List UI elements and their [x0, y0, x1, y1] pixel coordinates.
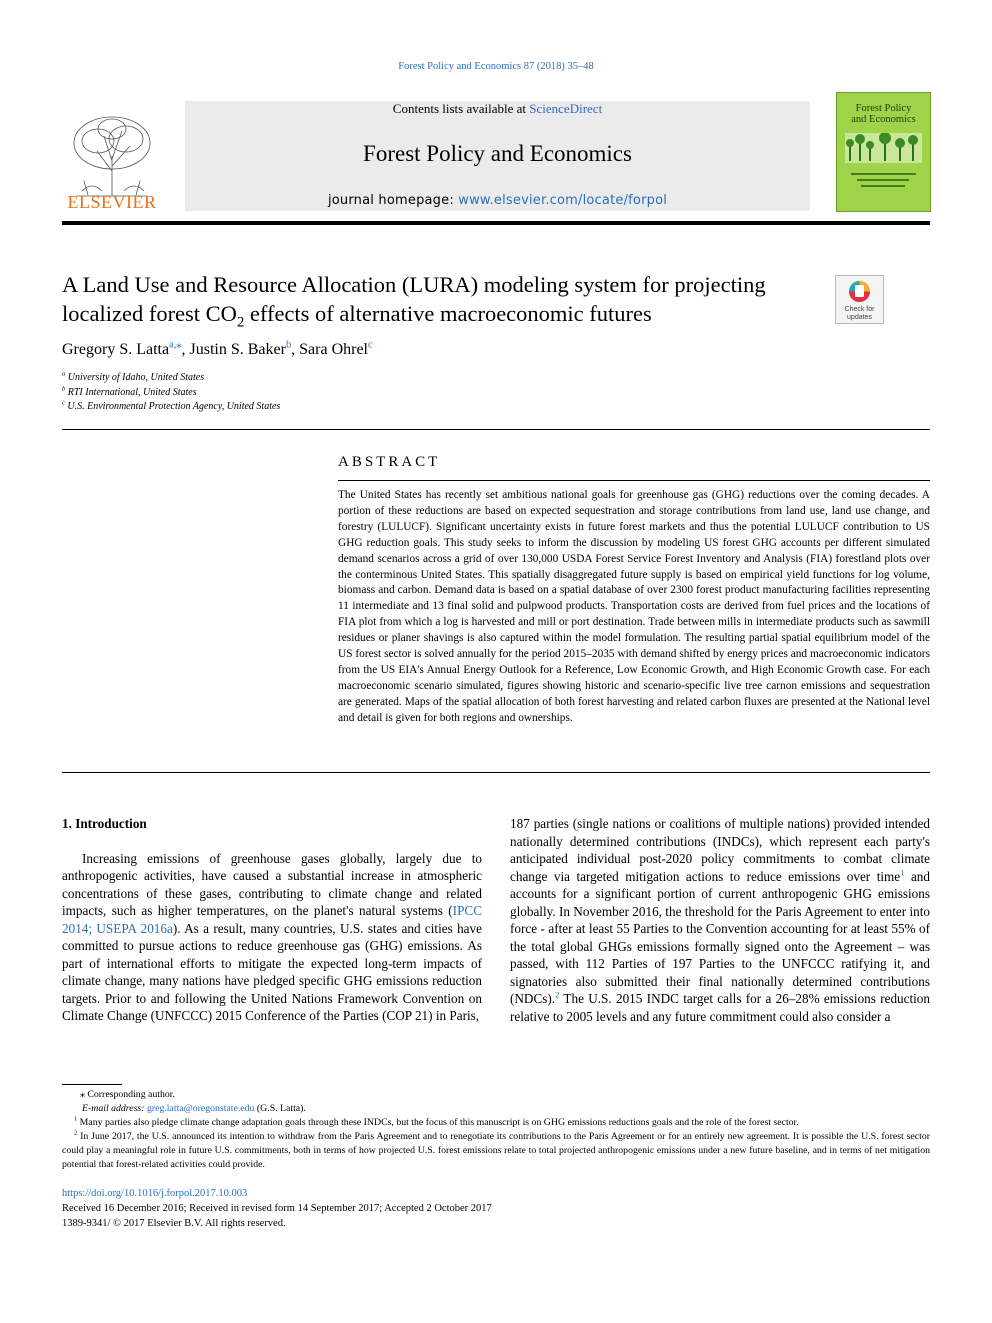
cover-line: [851, 173, 916, 175]
cover-illustration: [845, 133, 922, 163]
section-heading: 1. Introduction: [62, 816, 147, 831]
author-name: Justin S. Baker: [189, 341, 286, 358]
affiliation-mark: c: [62, 399, 65, 407]
copyright: 1389-9341/ © 2017 Elsevier B.V. All rights reserved.: [62, 1218, 286, 1229]
footnote-text: Corresponding author.: [87, 1089, 175, 1100]
footnote-2: [62, 1130, 930, 1172]
intro-paragraph: [62, 850, 482, 1025]
contents-line: [185, 101, 810, 117]
footnote-mark: 1: [74, 1115, 78, 1123]
header-rule: [62, 221, 930, 225]
footnote-text: (G.S. Latta).: [254, 1103, 306, 1114]
check-for-updates-badge[interactable]: [835, 275, 884, 324]
crossmark-label: [836, 306, 883, 321]
author-marks[interactable]: b: [285, 339, 292, 351]
divider: [62, 772, 930, 773]
abstract-body: The United States has recently set ambitious national goals for greenhouse gas (GHG) reductions over the coming decades. A portion of these reductions are based on expected sequestration and storage contributions from land use, land use change, and forestry (LULUCF). Significant uncertainty exists in future forest markets and thus the potential LULUCF contribution to US GHG reduction goals. This study seeks to inform the discussion by modeling US forest GHG accounts per different simulated demand scenarios across a grid of over 130,000 USDA Forest Service Forest Inventory and Analysis (FIA) forestland plots over the conterminous United States. This spatially disaggregated future supply is based on empirical yield functions for log volume, biomass and carbon. Demand data is based on a spatial database of over 2300 forest product manufacturing facilities representing 11 intermediate and 13 final solid and pulpwood products. Transportation costs are derived from fuel prices and the locations of FIA plot from which a log is harvested and mill or port destination. Trade between mills in intermediate products such as sawmill residues or planer shavings is also captured within the model formulation. The resulting partial spatial equilibrium model of the US forest sector is solved annually for the period 2015–2035 with demand shifted by energy prices and macroeconomic indicators from the US EIA's Annual Energy Outlook for a Reference, Low Economic Growth, and High Economic Growth case. For each macroeconomic scenario simulated, figures showing historic and scenario-specific live tree carnon emissions and sequestration are generated. Maps of the spatial allocation of both forest harvesting and related carbon fluxes are presented at the National level and detail is given for both regions and ownerships.: [338, 489, 930, 724]
cover-title-line1: Forest Policy: [855, 103, 912, 114]
cover-title-line2: and Economics: [851, 114, 916, 125]
affiliation-mark: a: [62, 370, 66, 378]
citation-link[interactable]: IPCC 2014; USEPA 2016a: [62, 903, 482, 936]
footnote-ref[interactable]: 1: [900, 867, 905, 878]
cover-line: [857, 179, 909, 181]
footnote-mark: 2: [74, 1129, 78, 1137]
publisher-wordmark: ELSEVIER: [67, 192, 157, 212]
paper-title: [62, 270, 832, 338]
cover-title: [837, 103, 930, 125]
article-history: Received 16 December 2016; Received in revised form 14 September 2017; Accepted 2 October 2017: [62, 1203, 492, 1214]
paragraph-text: ). As a result, many countries, U.S. states and cities have committed to pursue actions to reduce greenhouse gas (GHG) emissions. As part of international efforts to mitigate the expected long-term impacts of climate change, many nations have pledged specific GHG emissions reduction targets. Prior to and following the United Nations Framework Convention on Climate Change (UNFCCC) 2015 Conference of the Parties (COP 21) in Paris,: [62, 920, 482, 1023]
journal-citation[interactable]: Forest Policy and Economics 87 (2018) 35–48: [398, 61, 594, 72]
homepage-prefix: journal homepage:: [327, 193, 459, 208]
affiliation-mark: b: [62, 385, 66, 393]
intro-paragraph-continued: [510, 815, 930, 1025]
journal-title: Forest Policy and Economics: [363, 141, 632, 166]
paragraph-text: and accounts for a significant portion of current anthropogenic GHG emissions globally. In November 2016, the threshold for the Paris Agreement to enter into force - after at least 55 Parties to the Convention accounting for at least 55% of the total global GHGs emissions formally signed onto the Agreement – was passed, with 112 Parties of 197 Parties to the UNFCCC ratifying it, and signatories also submitted their final nationally determined contributions (NDCs).: [510, 868, 930, 1006]
title-subscript: 2: [236, 314, 245, 331]
affiliation-text: RTI International, United States: [67, 387, 197, 398]
affiliation: [62, 401, 280, 412]
contents-prefix: Contents lists available at: [392, 101, 530, 116]
footnote-text: Many parties also pledge climate change adaptation goals through these INDCs, but the focus of this manuscript is on GHG emissions reductions goals and the role of the forest sector.: [79, 1117, 799, 1128]
author-marks[interactable]: c: [368, 339, 373, 351]
affiliation-text: University of Idaho, United States: [67, 372, 205, 383]
sciencedirect-link[interactable]: ScienceDirect: [529, 101, 603, 116]
journal-homepage: [185, 193, 810, 208]
affiliation-text: U.S. Environmental Protection Agency, United States: [67, 401, 281, 412]
crossmark-label-1: Check for: [844, 306, 875, 313]
journal-cover[interactable]: [836, 92, 931, 212]
affiliation: [62, 372, 204, 383]
footnote-text: In June 2017, the U.S. announced its intention to withdraw from the Paris Agreement and to renegotiate its contributions to the Paris Agreement or for an entirely new agreement. It is possible the U.S. forest sector could play a meaningful role in future U.S. commitments, both in terms of how projected U.S. forest emissions relate to total projected anthropogenic emissions under a new future baseline, and in terms of net mitigation potential that forest-related activities could provide.: [62, 1131, 931, 1170]
paragraph-text: 187 parties (single nations or coalitions of multiple nations) provided intended nationally determined contributions (INDCs), which represent each party's anticipated individual post-2020 policy commitments to combat climate change via targeted mitigation actions to reduce emissions over time: [510, 816, 930, 884]
intro-right-column: [510, 815, 930, 1025]
homepage-link[interactable]: www.elsevier.com/locate/forpol: [458, 193, 668, 208]
footnote-ref[interactable]: 2: [555, 989, 560, 1000]
abstract-heading: ABSTRACT: [338, 454, 441, 470]
footnote-1: [62, 1116, 930, 1130]
paragraph-text: The U.S. 2015 INDC target calls for a 26–28% emissions reduction relative to 2005 levels and any future commitment could also consider a: [510, 991, 930, 1024]
email-link[interactable]: greg.latta@oregonstate.edu: [146, 1103, 255, 1114]
title-text-1: A Land Use and Resource Allocation (LURA) modeling system for projecting localized forest CO: [62, 272, 766, 326]
crossmark-label-2: updates: [847, 313, 872, 321]
divider: [62, 429, 930, 430]
author-name: Sara Ohrel: [299, 341, 368, 358]
author-list: Gregory S. Latta$^{a,⁎}$, Justin S. Baker$^b$, Sara Ohrel$^c$: [62, 339, 373, 358]
cover-line: [861, 185, 905, 187]
title-text-2: effects of alternative macroeconomic futures: [244, 301, 652, 326]
footnote-corresponding: [62, 1088, 930, 1102]
author-marks[interactable]: a,⁎: [169, 339, 182, 351]
abstract-rule: [338, 480, 930, 481]
footnote-mark: ⁎: [80, 1089, 85, 1100]
email-label: E-mail address:: [82, 1103, 147, 1114]
paragraph-text: Increasing emissions of greenhouse gases globally, largely due to anthropogenic activities, have caused a substantial increase in atmospheric concentrations of these gases, contributing to climate change and related impacts, such as higher temperatures, on the planet's natural systems (: [62, 850, 482, 918]
affiliation: [62, 387, 197, 398]
footnote-email: [62, 1102, 930, 1116]
author-name: Gregory S. Latta: [62, 341, 170, 358]
intro-left-column: [62, 815, 482, 1025]
doi-link[interactable]: https://doi.org/10.1016/j.forpol.2017.10.003: [62, 1188, 248, 1199]
crossmark-icon: [847, 279, 872, 304]
footnote-rule: [62, 1084, 122, 1085]
